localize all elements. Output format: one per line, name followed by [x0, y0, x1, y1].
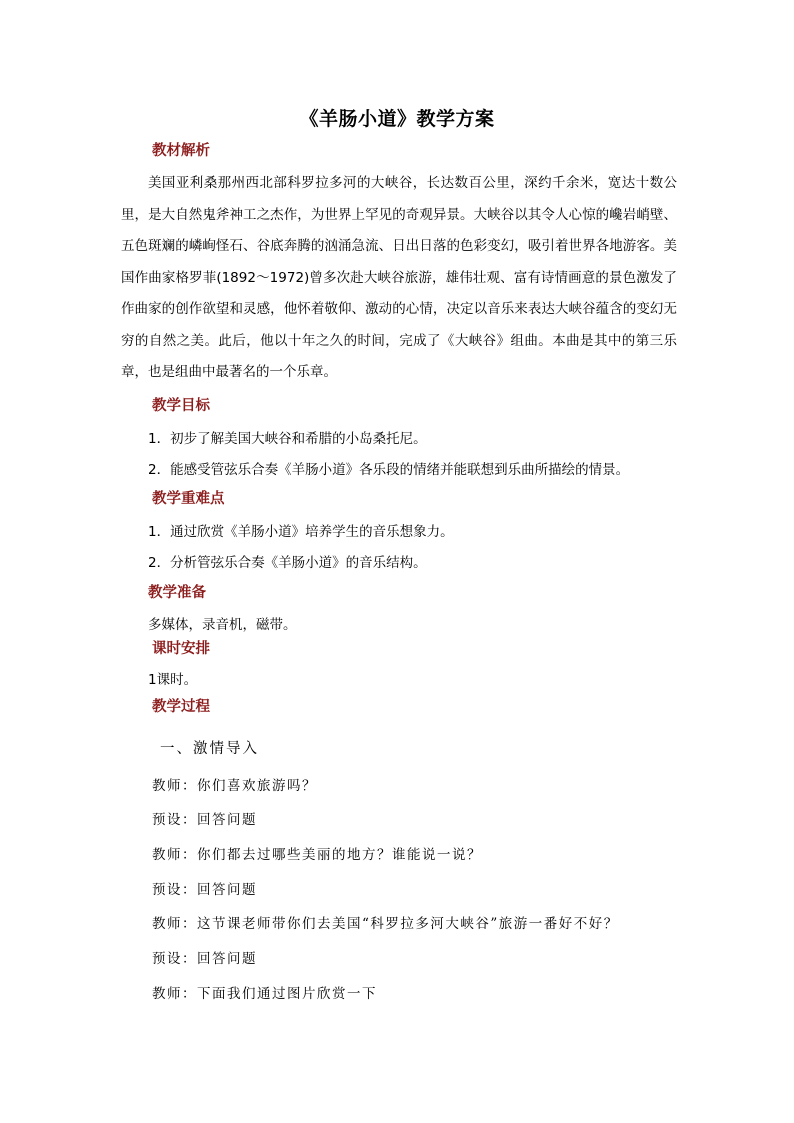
- key-point-item-1: 1．通过欣赏《羊肠小道》培养学生的音乐想象力。: [148, 524, 454, 540]
- process-line-1: 教师：你们喜欢旅游吗？: [152, 778, 317, 794]
- analysis-paragraph: 美国亚利桑那州西北部科罗拉多河的大峡谷，长达数百公里，深约千余米，宽达十数公里，是大自然鬼斧神工之杰作，为世界上罕见的奇观异景。大峡谷以其令人心惊的巉岩峭壁、五色斑斓的嶙峋怪石、谷底奔腾的汹涌急流、日出日落的色彩变幻，吸引着世界各地游客。美国作曲家格罗菲(1892～1972)曾多次赴大峡谷旅游，雄伟壮观、富有诗情画意的景色激发了作曲家的创作欲望和灵感，他怀着敬仰、激动的心情，决定以音乐来表达大峡谷蕴含的变幻无穷的自然之美。此后，他以十年之久的时间，完成了《大峡谷》组曲。本曲是其中的第三乐章，也是组曲中最著名的一个乐章。: [121, 175, 677, 380]
- section-heading-schedule: 课时安排: [152, 641, 210, 657]
- goal-item-1: 1．初步了解美国大峡谷和希腊的小岛桑托尼。: [148, 431, 427, 447]
- process-line-3: 教师：你们都去过哪些美丽的地方？谁能说一说？: [152, 847, 482, 863]
- section-heading-process: 教学过程: [152, 699, 210, 715]
- section-heading-key-points: 教学重难点: [152, 491, 225, 507]
- section-heading-preparation: 教学准备: [148, 585, 206, 601]
- section-heading-goals: 教学目标: [152, 398, 210, 414]
- process-line-2: 预设：回答问题: [152, 812, 257, 828]
- process-subheading: 一、激情导入: [160, 741, 259, 757]
- process-line-5: 教师：这节课老师带你们去美国“科罗拉多河大峡谷”旅游一番好不好？: [152, 916, 619, 932]
- process-line-7: 教师：下面我们通过图片欣赏一下: [152, 986, 377, 1002]
- goal-item-2: 2．能感受管弦乐合奏《羊肠小道》各乐段的情绪并能联想到乐曲所描绘的情景。: [148, 462, 630, 478]
- document-title: 《羊肠小道》教学方案: [299, 108, 495, 130]
- process-line-4: 预设：回答问题: [152, 882, 257, 898]
- section-heading-analysis: 教材解析: [152, 143, 210, 159]
- preparation-text: 多媒体，录音机，磁带。: [148, 617, 297, 633]
- process-line-6: 预设：回答问题: [152, 951, 257, 967]
- schedule-text: 1课时。: [148, 672, 198, 688]
- key-point-item-2: 2．分析管弦乐合奏《羊肠小道》的音乐结构。: [148, 555, 427, 571]
